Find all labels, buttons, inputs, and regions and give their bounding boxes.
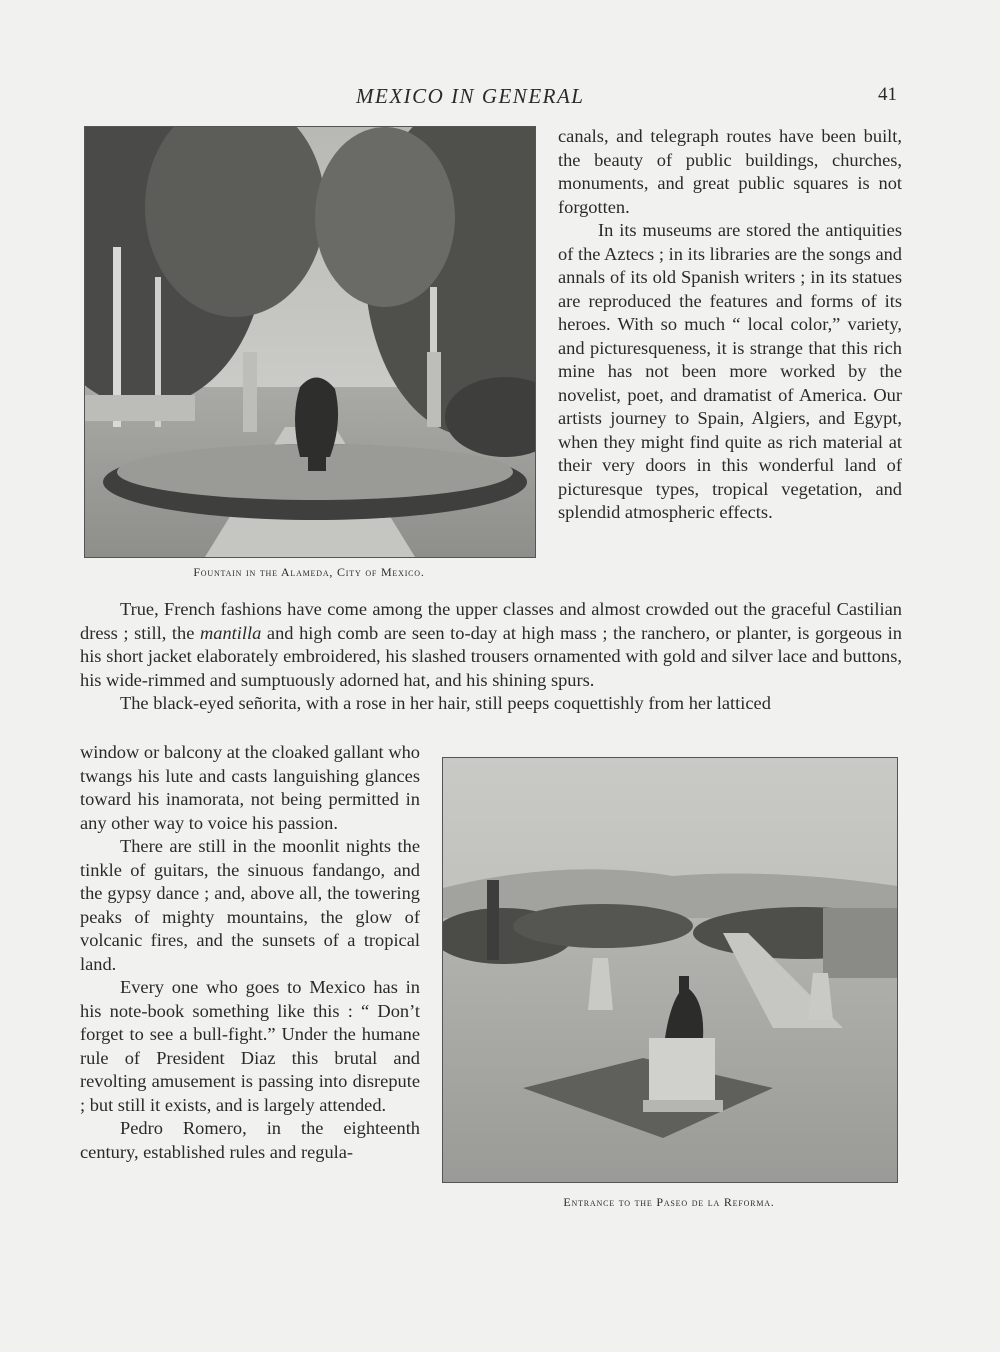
paragraph [80,598,902,692]
fountain-photo [84,126,536,558]
right-column-text [558,125,902,525]
fountain-caption: Fountain in the Alameda, City of Mexico. [193,565,425,579]
paragraph: In its museums are stored the antiquities of the Aztecs ; in its libraries are the songs and annals of its old Spanish writers ; in its statues are reproduced the features and forms of its heroes. With so much “ local color,” variety, and picturesqueness, it is strange that this rich mine has not been more worked by the novelist, poet, and dramatist of America. Our artists journey to Spain, Algiers, and Egypt, when they might find quite as rich material at their very doors in this wonderful land of picturesque types, tropical vegetation, and splendid atmospheric effects. [558,220,902,522]
text-run: and high comb are seen to-day at high mass ; the ranchero, or planter, is gorgeous in his short jacket elaborately embroidered, his slashed trousers ornamented with gold and silver lace and buttons, his wide-rimmed and sumptuously adorned hat, and his shining spurs. [80,622,902,690]
running-title: MEXICO IN GENERAL [356,84,585,108]
paragraph: window or balcony at the cloaked gallant who twangs his lute and casts languishing glances toward his inamorata, not being permitted in any other way to voice his passion. [80,742,420,833]
paseo-photo [442,757,898,1183]
running-head [0,84,1000,110]
left-column-text [80,741,420,1164]
paragraph: The black-eyed señorita, with a rose in her hair, still peeps coquettishly from her latticed [120,693,771,713]
paseo-caption: Entrance to the Paseo de la Reforma. [563,1195,775,1209]
text-run: True, French fashions have come among the upper classes and almost crowded out the graceful Castilian dress ; still, the [80,599,902,643]
paragraph: There are still in the moonlit nights the tinkle of guitars, the sinuous fandango, and the gypsy dance ; and, above all, the towering peaks of mighty mountains, the glow of volcanic fires, and the sunsets of a tropical land. [80,836,420,974]
paragraph: Every one who goes to Mexico has in his note-book something like this : “ Don’t forget to see a bull-fight.” Under the humane rule of President Diaz this brutal and revolting amusement is passing into disrepute ; but still it exists, and is largely attended. [80,977,420,1115]
paragraph: Pedro Romero, in the eighteenth century, established rules and regula- [80,1118,420,1162]
emphasis-mantilla: mantilla [200,622,262,643]
paragraph: canals, and telegraph routes have been built, the beauty of public buildings, churches, monuments, and great public squares is not forgotten. [558,126,902,217]
full-width-text [80,598,902,716]
page-number: 41 [878,84,897,105]
